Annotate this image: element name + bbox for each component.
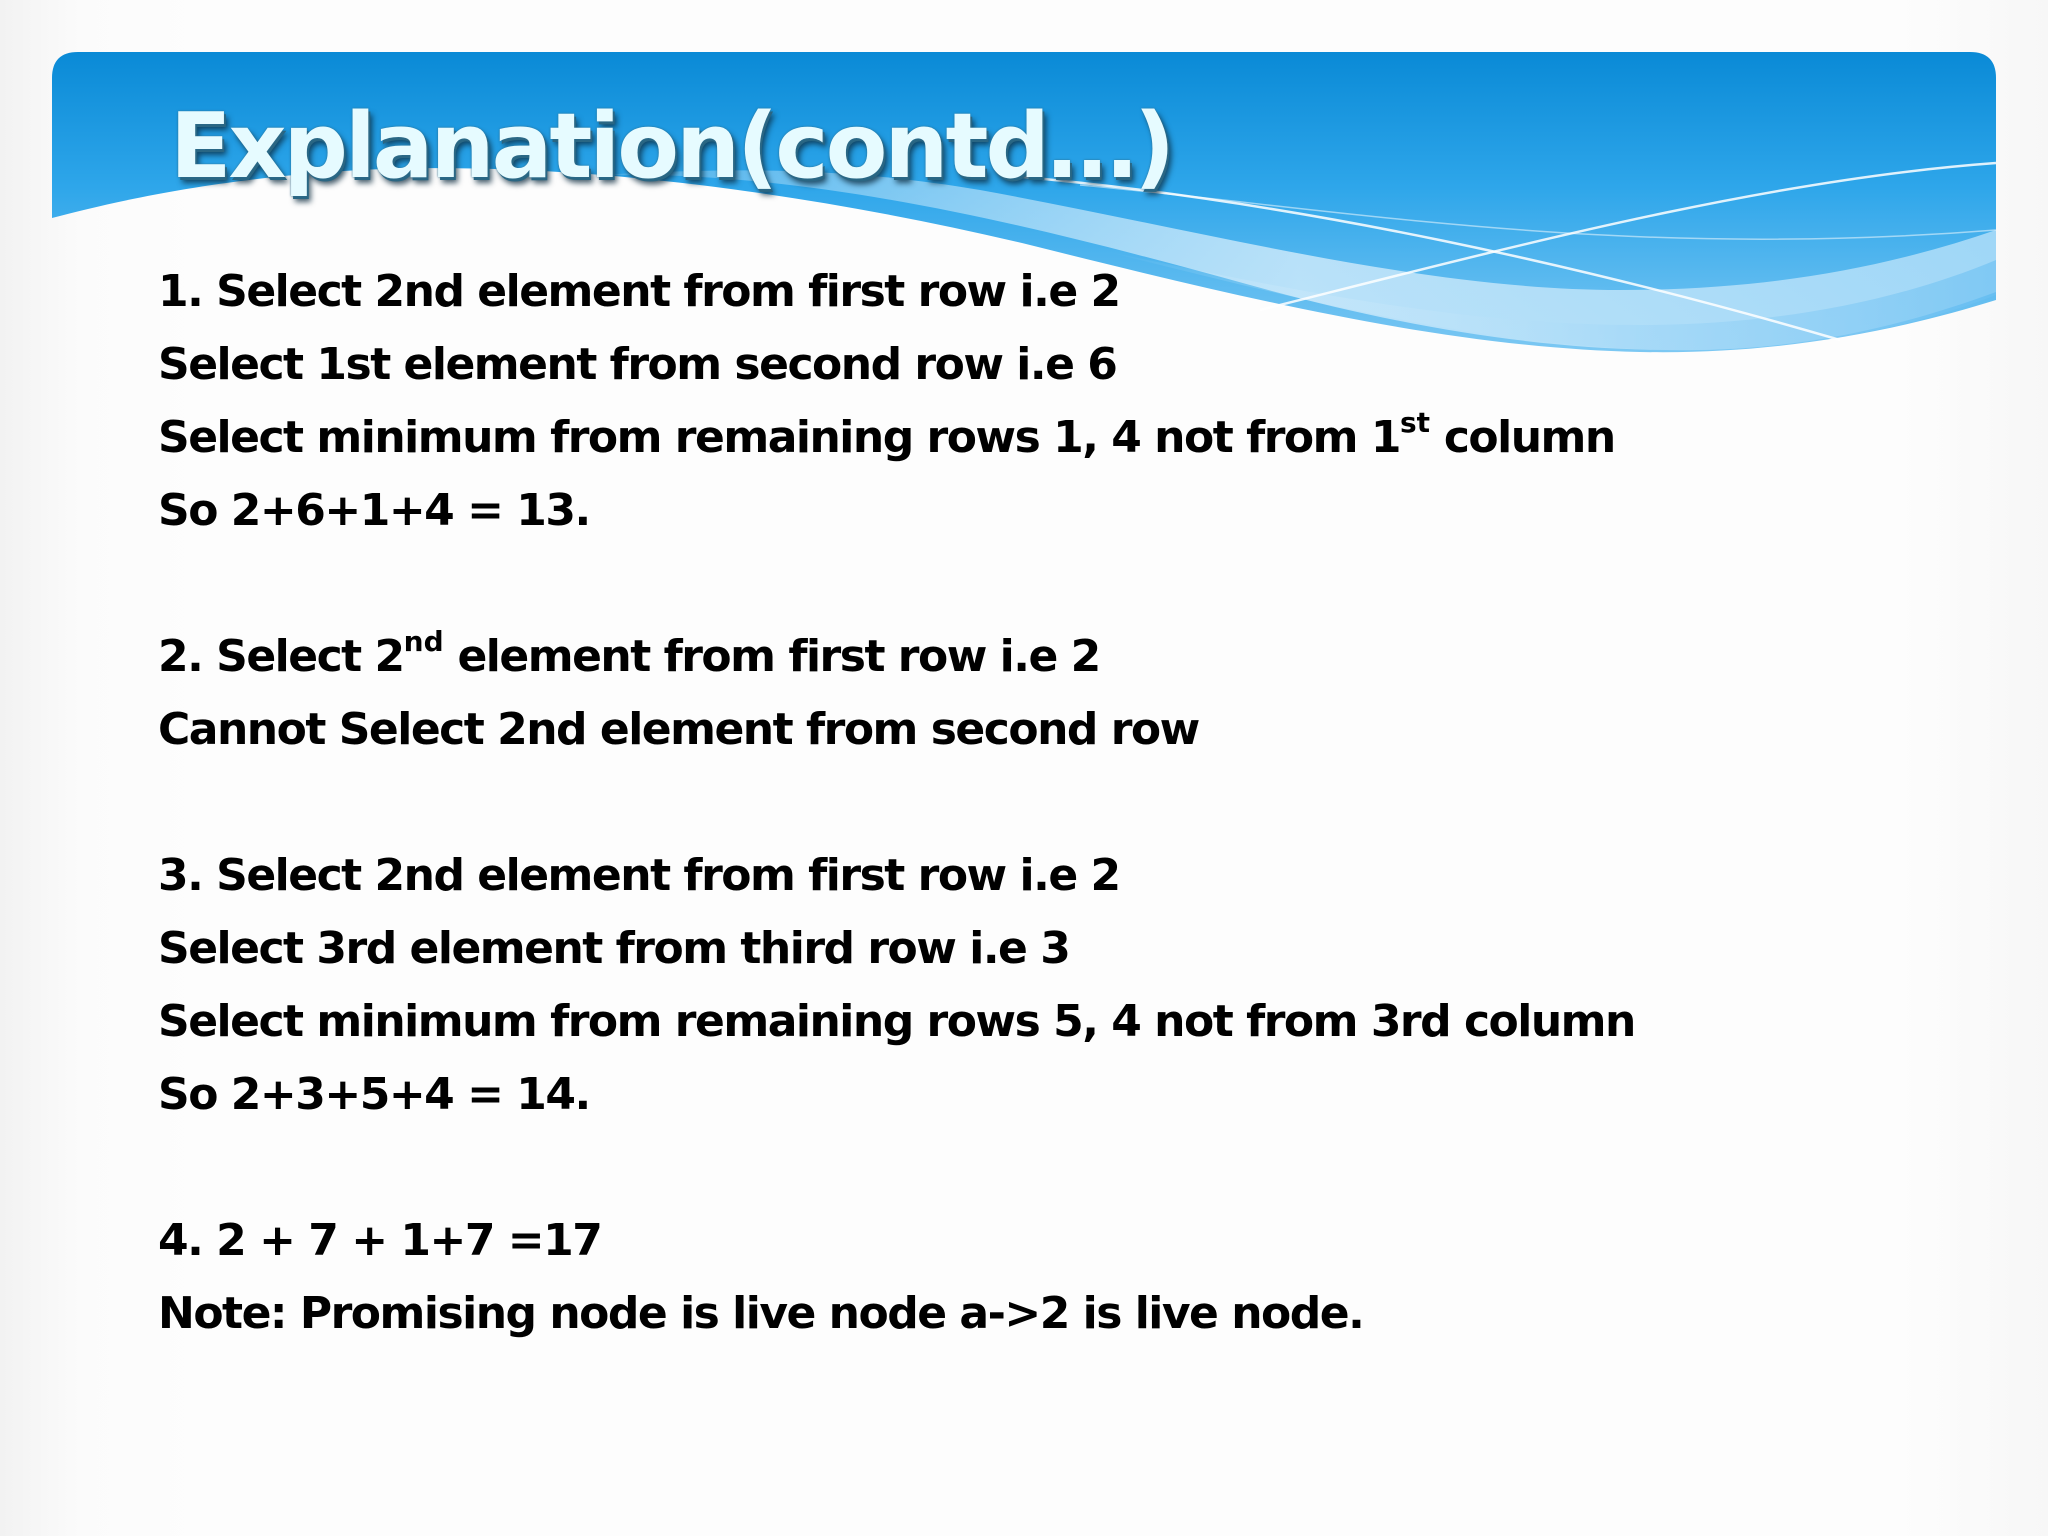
body-line: 2. Select 2nd element from first row i.e 2 — [158, 625, 1100, 682]
blank-line — [158, 1138, 1958, 1211]
superscript: st — [1399, 406, 1430, 440]
body-line: Select 3rd element from third row i.e 3 — [158, 923, 1070, 974]
body-line: So 2+3+5+4 = 14. — [158, 1069, 590, 1120]
body-line: So 2+6+1+4 = 13. — [158, 485, 590, 536]
body-line: Select 1st element from second row i.e 6 — [158, 339, 1117, 390]
body-line: 3. Select 2nd element from first row i.e 2 — [158, 850, 1120, 901]
slide-body — [158, 262, 1958, 1357]
body-line: 1. Select 2nd element from first row i.e 2 — [158, 266, 1120, 317]
blank-line — [158, 554, 1958, 627]
body-line: Select minimum from remaining rows 5, 4 not from 3rd column — [158, 996, 1635, 1047]
body-line: Select minimum from remaining rows 1, 4 not from 1st column — [158, 406, 1615, 463]
body-line: Note: Promising node is live node a->2 is live node. — [158, 1288, 1364, 1339]
slide-title: Explanation(contd…) — [170, 94, 1173, 199]
body-line: Cannot Select 2nd element from second row — [158, 704, 1199, 755]
body-line: 4. 2 + 7 + 1+7 =17 — [158, 1215, 602, 1266]
blank-line — [158, 773, 1958, 846]
superscript: nd — [403, 625, 444, 659]
